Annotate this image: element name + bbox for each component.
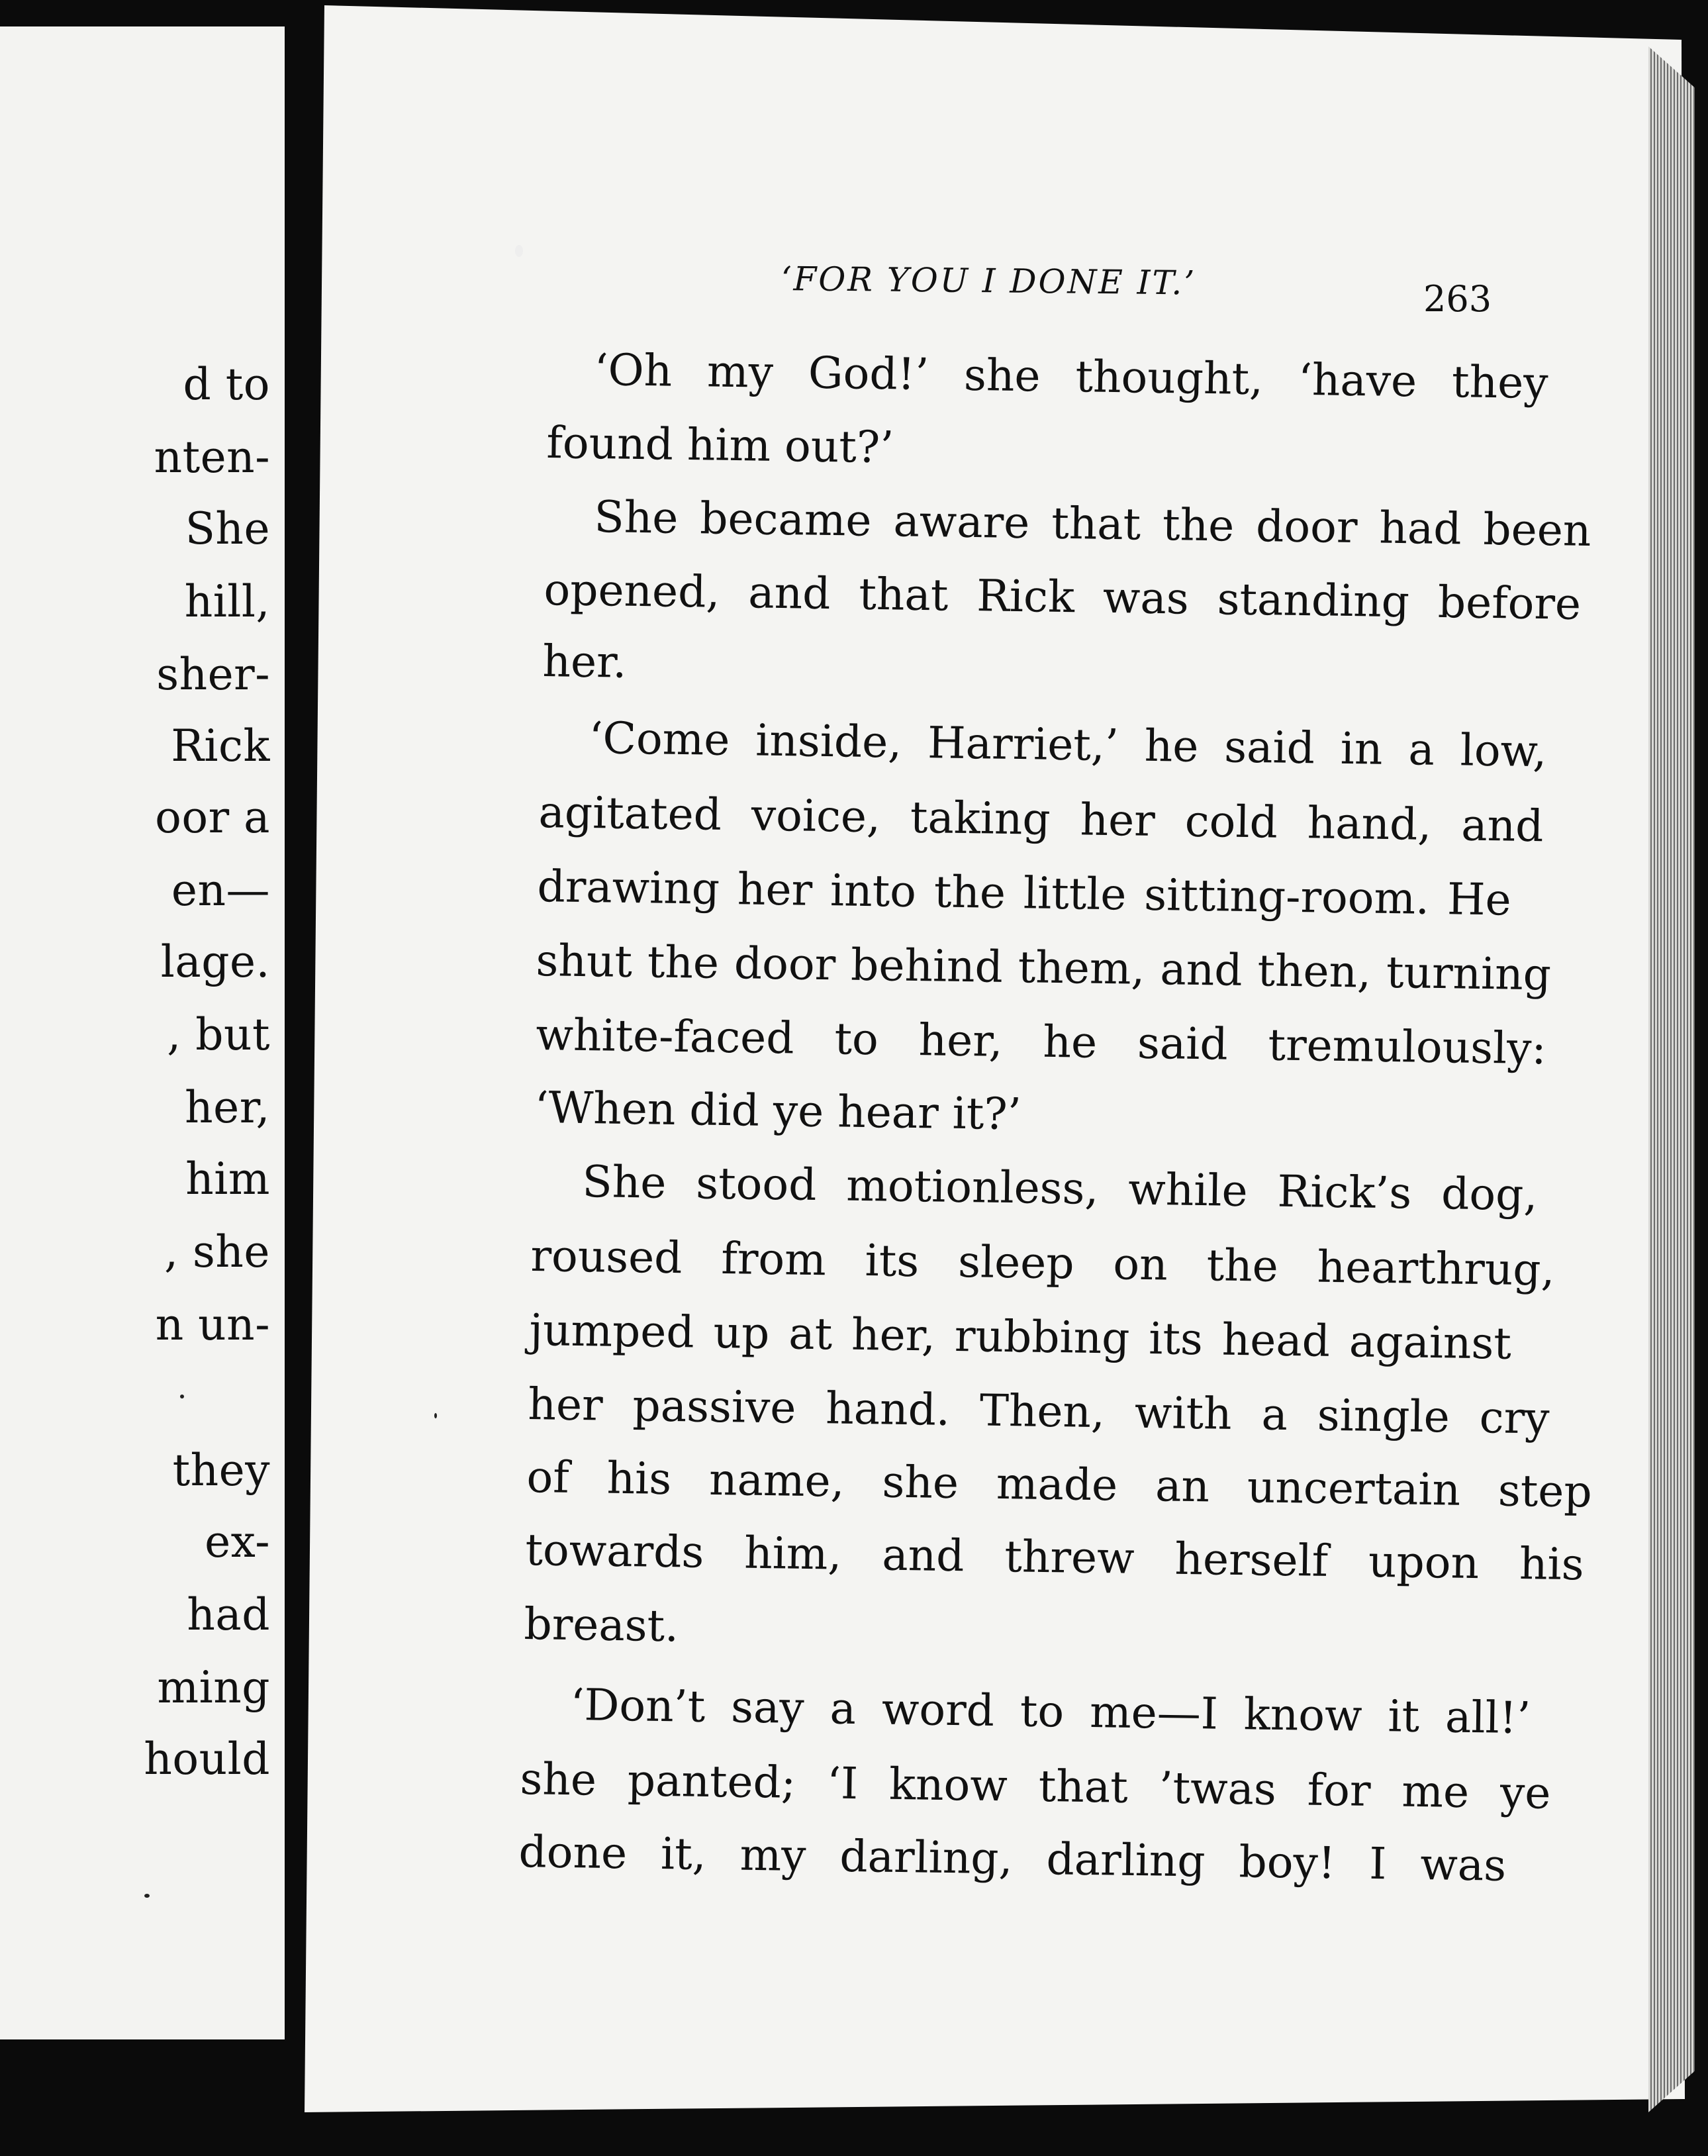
text-line: opened, and that Rick was standing before [544, 564, 1582, 630]
text-line: drawing her into the little sitting-room. He [537, 861, 1512, 926]
scan-speck [434, 1413, 437, 1418]
page-number: 263 [1423, 278, 1492, 320]
text-line: She became aware that the door had been [594, 491, 1591, 557]
text-line: She stood motionless, while Rick’s dog, [582, 1156, 1538, 1221]
text-line: white-faced to her, he said tremulously: [536, 1009, 1547, 1075]
text-line: ‘Oh my God!’ she thought, ‘have they [594, 344, 1549, 409]
text-line: her passive hand. Then, with a single cry [528, 1379, 1550, 1444]
left-fragment: en— [171, 865, 270, 916]
text-line: ‘When did ye hear it?’ [534, 1082, 1022, 1140]
running-head: ‘FOR YOU I DONE IT.’ [781, 260, 1197, 303]
left-fragment: hould [144, 1734, 270, 1785]
text-line: of his name, she made an uncertain step [526, 1451, 1593, 1518]
text-line: agitated voice, taking her cold hand, and [538, 787, 1544, 852]
text-line: shut the door behind them, and then, turning [536, 935, 1552, 1001]
scan-speck [515, 245, 523, 257]
text-line: towards him, and threw herself upon his [525, 1524, 1585, 1591]
text-line: ‘Don’t say a word to me—I know it all!’ [570, 1679, 1531, 1744]
left-fragment: they [172, 1445, 270, 1496]
text-line: jumped up at her, rubbing its head against [529, 1304, 1512, 1369]
left-fragment: She [185, 503, 270, 554]
left-fragment: nten- [154, 432, 270, 483]
text-line: she panted; ‘I know that ’twas for me ye [520, 1753, 1551, 1819]
text-line: breast. [524, 1598, 679, 1652]
left-fragment: , she [164, 1226, 270, 1277]
left-fragment: d to [183, 359, 270, 410]
left-fragment: hill, [184, 576, 270, 627]
left-fragment: , but [167, 1009, 270, 1060]
left-fragment: ex- [205, 1516, 270, 1567]
left-fragment: Rick [171, 720, 270, 771]
left-fragment: her, [185, 1082, 270, 1133]
scan-speck [144, 1894, 150, 1898]
left-fragment: oor a [155, 792, 270, 843]
text-line: ‘Come inside, Harriet,’ he said in a low, [589, 712, 1547, 777]
text-line: done it, my darling, darling boy! I was [518, 1826, 1507, 1891]
left-fragment: n un- [155, 1299, 270, 1350]
left-fragment: ming [157, 1662, 270, 1713]
text-line: found him out?’ [546, 417, 894, 473]
scan-speck [180, 1395, 184, 1398]
left-fragment: sher- [156, 649, 270, 700]
left-fragment: lage. [160, 936, 270, 987]
text-line: roused from its sleep on the hearthrug, [530, 1230, 1556, 1296]
left-fragment: had [187, 1589, 270, 1640]
text-line: her. [542, 636, 627, 688]
left-fragment: him [185, 1153, 270, 1204]
